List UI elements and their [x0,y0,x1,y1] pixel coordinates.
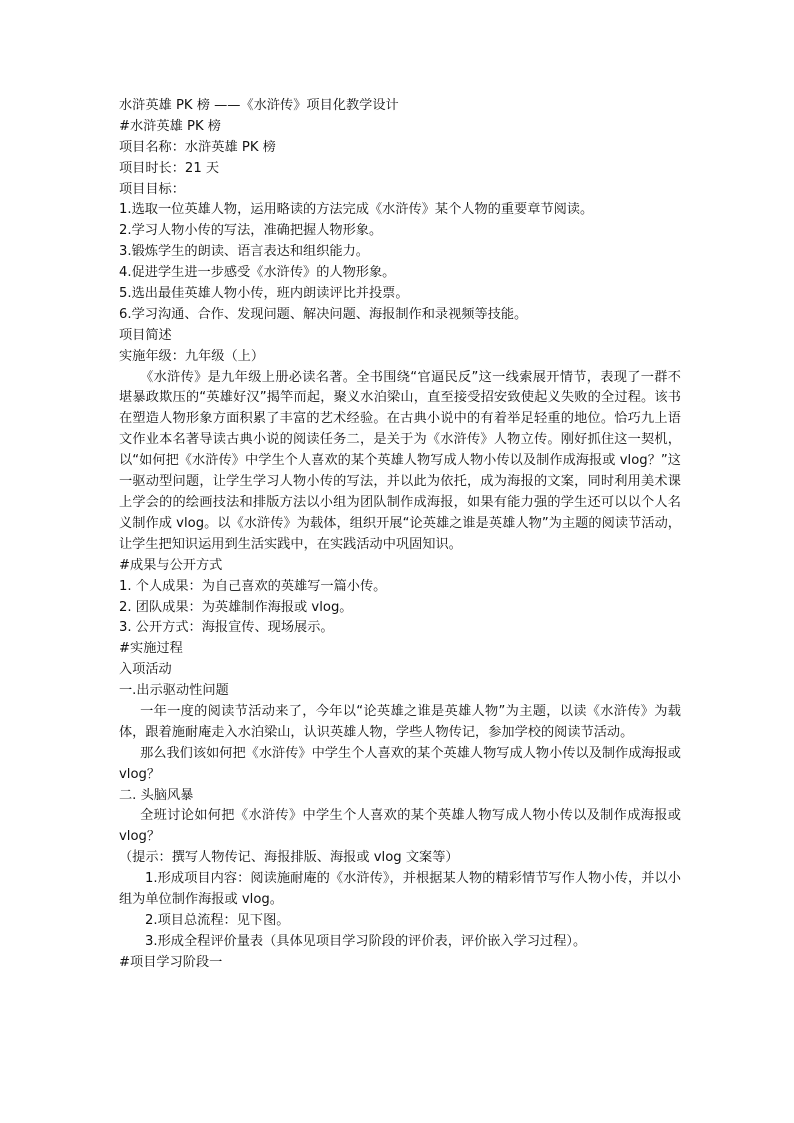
summary-heading: 项目简述 [119,327,172,343]
project-name: 项目名称：水浒英雄 PK 榜 [119,139,276,155]
entry-heading: 入项活动 [119,662,172,678]
goal-item: 1.选取一位英雄人物，运用略读的方法完成《水浒传》某个人物的重要章节阅读。 [119,202,594,218]
step1-paragraph: 一年一度的阅读节活动来了，今年以“论英雄之谁是英雄人物”为主题，以读《水浒传》为载体，跟着施耐庵走入水泊梁山，认识英雄人物，学些人物传记，参加学校的阅读节活动。 [119,703,681,740]
goal-item: 4.促进学生进一步感受《水浒传》的人物形象。 [119,265,396,281]
process-heading: #实施过程 [119,641,183,657]
result-item: 2. 团队成果：为英雄制作海报或 vlog。 [119,599,353,615]
result-item: 1. 个人成果：为自己喜欢的英雄写一篇小传。 [119,578,387,594]
grade-line: 实施年级：九年级（上） [119,348,265,364]
step1-question: 那么我们该如何把《水浒传》中学生个人喜欢的某个英雄人物写成人物小传以及制作成海报或 vlog？ [119,745,681,782]
step2-hint: （提示：撰写人物传记、海报排版、海报或 vlog 文案等） [119,850,459,866]
summary-paragraph: 《水浒传》是九年级上册必读名著。全书围绕“官逼民反”这一线索展开情节，表现了一群不堪暴政欺压的“英雄好汉”揭竿而起，聚义水泊梁山，直至接受招安致使起义失败的全过程。该书在塑造人物形象方面积累了丰富的艺术经验。在古典小说中的有着举足轻重的地位。恰巧九上语文作业本名著导读古典小说的阅读任务二，是关于为《水浒传》人物立传。刚好抓住这一契机，以“如何把《水浒传》中学生个人喜欢的某个英雄人物写成人物小传以及制作成海报或 vlog？”这一驱动型问题，让学生学习人物小传的写法，并以此为依托，成为海报的文案，同时利用美术课上学会的的绘画技法和排版方法以小组为团队制作成海报，如果有能力强的学生还可以以个人名义制作成 vlog。以《水浒传》为载体，组织开展“论英雄之谁是英雄人物”为主题的阅读节活动，让学生把知识运用到生活实践中，在实践活动中巩固知识。 [119,369,681,552]
result-item: 3. 公开方式：海报宣传、现场展示。 [119,620,334,636]
stage1-heading: #项目学习阶段一 [119,954,223,970]
goals-heading: 项目目标： [119,181,185,197]
goal-item: 2.学习人物小传的写法，准确把握人物形象。 [119,223,383,239]
document-title: 水浒英雄 PK 榜 ——《水浒传》项目化教学设计 [119,98,399,113]
goal-item: 5.选出最佳英雄人物小传，班内朗读评比并投票。 [119,286,409,302]
results-heading: #成果与公开方式 [119,557,223,573]
project-duration: 项目时长：21 天 [119,160,220,176]
step2-paragraph: 全班讨论如何把《水浒传》中学生个人喜欢的某个英雄人物写成人物小传以及制作成海报或 vlog？ [119,808,681,845]
step2-item: 1.形成项目内容：阅读施耐庵的《水浒传》，并根据某人物的精彩情节写作人物小传，并以小组为单位制作海报或 vlog。 [119,871,681,908]
goal-item: 3.锻炼学生的朗读、语言表达和组织能力。 [119,244,369,260]
goal-item: 6.学习沟通、合作、发现问题、解决问题、海报制作和录视频等技能。 [119,306,528,322]
step1-heading: 一.出示驱动性问题 [119,683,229,699]
step2-item: 2.项目总流程：见下图。 [145,913,290,928]
document-body [119,96,681,974]
step2-heading: 二. 头脑风暴 [119,787,194,803]
step2-item: 3.形成全程评价量表（具体见项目学习阶段的评价表，评价嵌入学习过程）。 [145,933,587,949]
tag-heading: #水浒英雄 PK 榜 [119,118,221,134]
